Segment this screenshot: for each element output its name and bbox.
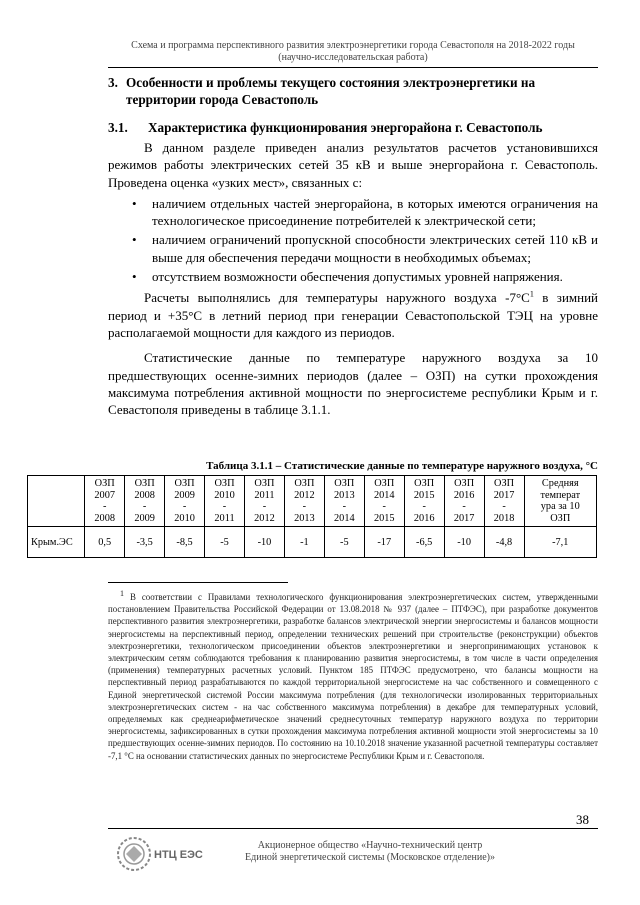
period-header: ОЗП 2013 - 2014 (324, 476, 364, 527)
list-item (108, 195, 598, 230)
footer-line-2: Единой энергетической системы (Московское отделение)» (245, 852, 495, 863)
paragraph-calculation-start: Расчеты выполнялись для температуры наружного воздуха -7°С (144, 290, 530, 306)
ntc-ees-logo-icon (112, 834, 216, 874)
table-cell: -4,8 (484, 527, 524, 558)
table-cell: -8,5 (165, 527, 205, 558)
section-number: 3. (108, 75, 118, 90)
period-header: ОЗП 2017 - 2018 (484, 476, 524, 527)
page-number: 38 (576, 812, 589, 827)
footer-divider (108, 828, 598, 829)
table-cell: -3,5 (125, 527, 165, 558)
company-logo (112, 834, 216, 874)
table-cell: -5 (205, 527, 245, 558)
logo-text: НТЦ ЕЭС (154, 849, 203, 861)
row-label: Крым.ЭС (28, 527, 85, 558)
bullet-icon: • (132, 269, 137, 285)
period-header: ОЗП 2014 - 2015 (364, 476, 404, 527)
footnote-reference[interactable]: 1 (529, 290, 534, 300)
paragraph-calculation-end: в зимний период и +35°С в летний период при генерации Севастопольской ТЭЦ на уровне располагаемой мощности для каждого из периодов. (108, 290, 598, 340)
footnote (108, 591, 598, 762)
list-item-text: отсутствием возможности обеспечения допустимых уровней напряжения. (152, 269, 563, 285)
period-header: ОЗП 2011 - 2012 (244, 476, 284, 527)
subsection-number: 3.1. (108, 120, 128, 135)
period-header: ОЗП 2010 - 2011 (205, 476, 245, 527)
footnote-text: В соответствии с Правилами технологического функционирования электроэнергетических систем, утвержденными постановлением Правительства Российской Федерации от 13.08.2018 № 937 (далее – ПТФЭС), при разработке документов перспективного развития электроэнергетики, разработке балансов электрической энергии энергосистемы и балансов мощности энергосистемы на перспективный период, определении технических решений при строительстве (реконструкции) объектов электроэнергетики, технологическом присоединении объектов электроэнергетики и энергопринимающих установок к электрическим сетям соблюдаются требования к планированию развития энергосистемы, в том числе в части определения (применения) температурных расчетных условий. Пунктом 185 ПТФЭС предусмотрено, что балансы мощности на перспективный период разрабатываются по каждой территориальной энергосистеме на час собственного и совмещенного с Единой энергетической системой России максимума потребления (для технологически изолированных территориальных электроэнергетических систем - на час собственного максимума потребления) в декабре для температурных условий, определяемых как среднеарифметическое значений среднесуточных температур наружного воздуха по территории энергосистемы, зафиксированных в сутки прохождения максимума потребления активной мощности этой энергосистемы за 10 предшествующих осенне-зимних периодов. По состоянию на 10.10.2018 значение указанной расчетной температуры составляет -7,1 °С на основании статистических данных по энергосистеме Республики Крым и г. Севастополя. (108, 592, 599, 761)
table-cell: -10 (244, 527, 284, 558)
bullet-icon: • (132, 195, 137, 211)
paragraph-statistics: Статистические данные по температуре наружного воздуха за 10 предшествующих осенне-зимних периодов (далее – ОЗП) на сутки прохождения максимума потребления активной мощности по энергосистеме республики Крым и г. Севастополя приведены в таблице 3.1.1. (108, 350, 598, 418)
paragraph-intro: В данном разделе приведен анализ результатов расчетов установившихся режимов работы электрических сетей 35 кВ и выше энергорайона г. Севастополь. Проведена оценка «узких мест», связанных с: (108, 140, 598, 190)
footnote-marker: 1 (120, 589, 124, 599)
table-header-row (28, 476, 597, 527)
header-line-1: Схема и программа перспективного развития электроэнергетики города Севастополя на 2018-2022 годы (131, 40, 575, 51)
period-header: ОЗП 2009 - 2010 (165, 476, 205, 527)
temperature-table (27, 475, 597, 558)
header-line-2: (научно-исследовательская работа) (278, 52, 428, 63)
running-header (108, 40, 598, 64)
table-cell: -17 (364, 527, 404, 558)
table-cell: -1 (284, 527, 324, 558)
table-corner-cell (28, 476, 85, 527)
list-item (108, 268, 598, 285)
table-row (28, 527, 597, 558)
average-header: Средняя температ ура за 10 ОЗП (524, 476, 596, 527)
footnote-divider (108, 582, 288, 583)
section-title-line-2: территории города Севастополь (126, 92, 319, 107)
header-divider (108, 67, 598, 68)
list-item-text: наличием ограничений пропускной способности электрических сетей 110 кВ и выше для обеспечения передачи мощности в необходимых объемах; (152, 232, 598, 265)
table-cell: -10 (444, 527, 484, 558)
footer-line-1: Акционерное общество «Научно-технический центр (257, 840, 483, 851)
paragraph-calculation (108, 289, 598, 341)
period-header: ОЗП 2016 - 2017 (444, 476, 484, 527)
list-item-text: наличием отдельных частей энергорайона, в которых имеются ограничения на технологическое присоединение потребителей к электрической сети; (152, 195, 598, 229)
subsection-title: Характеристика функционирования энергорайона г. Севастополь (148, 120, 543, 135)
section-title-line-1: Особенности и проблемы текущего состояния электроэнергетики на (126, 75, 536, 90)
body-text (108, 139, 598, 418)
list-item (108, 231, 598, 266)
table-cell: 0,5 (85, 527, 125, 558)
period-header: ОЗП 2012 - 2013 (284, 476, 324, 527)
bullet-list (108, 195, 598, 285)
bullet-icon: • (132, 232, 137, 248)
period-header: ОЗП 2008 - 2009 (125, 476, 165, 527)
table-cell: -5 (324, 527, 364, 558)
period-header: ОЗП 2015 - 2016 (404, 476, 444, 527)
subsection-heading (108, 119, 598, 136)
average-cell: -7,1 (524, 527, 596, 558)
section-heading (108, 74, 598, 108)
table-caption: Таблица 3.1.1 – Статистические данные по температуре наружного воздуха, °С (206, 460, 598, 472)
footer-text (220, 840, 520, 864)
table-cell: -6,5 (404, 527, 444, 558)
period-header: ОЗП 2007 - 2008 (85, 476, 125, 527)
